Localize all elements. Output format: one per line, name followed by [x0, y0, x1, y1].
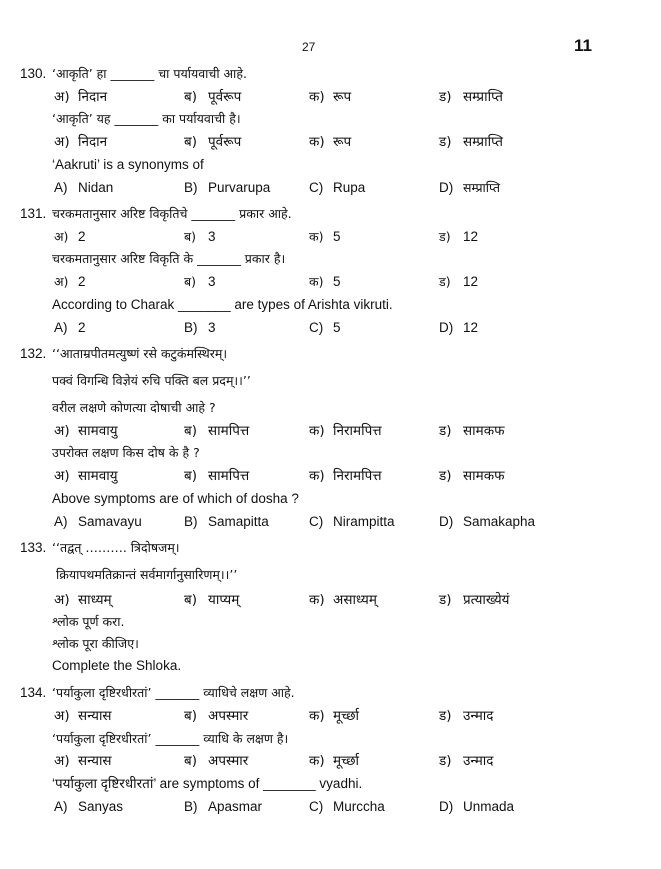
- options-marathi: [52, 423, 612, 439]
- options-english: [52, 180, 612, 196]
- option-c[interactable]: C) Murccha: [309, 799, 385, 814]
- options-marathi: [52, 708, 612, 724]
- option-d[interactable]: ड) उन्माद: [439, 708, 494, 724]
- question-text-marathi: ‘आकृति’ हा _______ चा पर्यायवाची आहे.: [52, 66, 247, 81]
- question-text-english: Above symptoms are of which of dosha ?: [52, 491, 299, 506]
- option-b[interactable]: ब) सामपित्त: [184, 423, 250, 439]
- question-number: 133.: [20, 540, 47, 555]
- question-number: 132.: [20, 346, 47, 361]
- option-b[interactable]: ब) 3: [184, 229, 216, 244]
- question-number: 130.: [20, 66, 47, 81]
- question-text-marathi: चरकमतानुसार अरिष्ट विकृतिचे _______ प्रकार आहे.: [52, 206, 292, 221]
- options-hindi: [52, 274, 612, 290]
- question-text-marathi: ‘पर्याकुला दृष्टिरधीरतां’ _______ व्याधिचे लक्षण आहे.: [52, 685, 295, 700]
- option-d[interactable]: ड) सामकफ: [439, 423, 505, 439]
- option-d[interactable]: ड) उन्माद: [439, 753, 494, 769]
- question-text-hindi: उपरोक्त लक्षण किस दोष के है ?: [52, 445, 200, 460]
- option-d[interactable]: D) 12: [439, 320, 479, 335]
- option-d[interactable]: ड) सम्प्राप्ति: [439, 89, 503, 105]
- option-d[interactable]: ड) 12: [439, 274, 479, 289]
- question-text-hindi: चरकमतानुसार अरिष्ट विकृति के _______ प्रकार है।: [52, 251, 286, 266]
- question-text-hindi: श्लोक पूरा कीजिए।: [52, 636, 139, 651]
- option-c[interactable]: क) मूर्च्छा: [309, 708, 360, 724]
- option-a[interactable]: अ) 2: [54, 229, 86, 244]
- option-c[interactable]: C) 5: [309, 320, 341, 335]
- option-a[interactable]: अ) सन्यास: [54, 708, 112, 724]
- option-b[interactable]: ब) सामपित्त: [184, 468, 250, 484]
- options-hindi: [52, 753, 612, 769]
- sheet-number: 11: [574, 36, 592, 55]
- option-d[interactable]: D) सम्प्राप्ति: [439, 180, 501, 195]
- question-text-marathi: श्लोक पूर्ण करा.: [52, 614, 125, 629]
- question-text-english: ‘Aakruti’ is a synonyms of: [52, 157, 204, 172]
- options-hindi: [52, 134, 612, 150]
- option-c[interactable]: क) निरामपित्त: [309, 423, 382, 439]
- option-b[interactable]: ब) पूर्वरूप: [184, 89, 242, 105]
- page-number: 27: [302, 40, 316, 54]
- options: [52, 592, 612, 608]
- option-b[interactable]: B) Apasmar: [184, 799, 263, 814]
- option-d[interactable]: ड) 12: [439, 229, 479, 244]
- option-b[interactable]: ब) अपस्मार: [184, 708, 249, 724]
- option-c[interactable]: क) असाध्यम्: [309, 592, 377, 608]
- option-a[interactable]: अ) निदान: [54, 134, 108, 150]
- options-english: [52, 514, 612, 530]
- option-c[interactable]: क) 5: [309, 229, 341, 244]
- option-b[interactable]: ब) पूर्वरूप: [184, 134, 242, 150]
- option-a[interactable]: A) Nidan: [54, 180, 114, 195]
- option-b[interactable]: ब) याप्यम्: [184, 592, 240, 608]
- option-b[interactable]: B) 3: [184, 320, 216, 335]
- option-a[interactable]: अ) 2: [54, 274, 86, 289]
- option-c[interactable]: क) रूप: [309, 134, 352, 150]
- option-b[interactable]: B) Purvarupa: [184, 180, 271, 195]
- options-hindi: [52, 468, 612, 484]
- question-text-hindi: ‘पर्याकुला दृष्टिरधीरतां’ _______ व्याधि के लक्षण है।: [52, 731, 289, 746]
- option-d[interactable]: D) Unmada: [439, 799, 515, 814]
- question-text-hindi: ‘आकृति’ यह _______ का पर्यायवाची है।: [52, 111, 241, 126]
- option-a[interactable]: अ) साध्यम्: [54, 592, 112, 608]
- shloka-line-2: क्रियापथमतिक्रान्तं सर्वमार्गानुसारिणम्।।’’: [56, 567, 238, 582]
- option-c[interactable]: क) 5: [309, 274, 341, 289]
- shloka-line-1: ‘‘आताम्रपीतमत्युष्णं रसे कटुकंमस्थिरम्।: [52, 346, 228, 361]
- option-d[interactable]: ड) सामकफ: [439, 468, 505, 484]
- shloka-line-1: ‘‘तद्वत् ………. त्रिदोषजम्।: [52, 540, 180, 555]
- shloka-line-2: पक्वं विगन्धि विज्ञेयं रुचि पक्ति बल प्रदम्।।’’: [52, 373, 251, 388]
- option-c[interactable]: क) मूर्च्छा: [309, 753, 360, 769]
- options-english: [52, 320, 612, 336]
- option-d[interactable]: ड) प्रत्याख्येयं: [439, 592, 510, 608]
- option-a[interactable]: अ) सन्यास: [54, 753, 112, 769]
- option-c[interactable]: C) Rupa: [309, 180, 366, 195]
- option-a[interactable]: A) Samavayu: [54, 514, 142, 529]
- options-marathi: [52, 89, 612, 105]
- question-text-marathi: वरील लक्षणे कोणत्या दोषाची आहे ?: [52, 400, 216, 415]
- question-number: 134.: [20, 685, 47, 700]
- option-b[interactable]: B) Samapitta: [184, 514, 269, 529]
- option-a[interactable]: A) Sanyas: [54, 799, 124, 814]
- option-c[interactable]: क) रूप: [309, 89, 352, 105]
- question-number: 131.: [20, 206, 47, 221]
- option-c[interactable]: C) Nirampitta: [309, 514, 395, 529]
- option-d[interactable]: D) Samakapha: [439, 514, 536, 529]
- option-a[interactable]: अ) सामवायु: [54, 468, 118, 484]
- question-text-english: According to Charak _______ are types of Arishta vikruti.: [52, 297, 393, 312]
- option-b[interactable]: ब) अपस्मार: [184, 753, 249, 769]
- option-a[interactable]: अ) निदान: [54, 89, 108, 105]
- options-marathi: [52, 229, 612, 245]
- option-a[interactable]: अ) सामवायु: [54, 423, 118, 439]
- question-text-english: ‘पर्याकुला दृष्टिरधीरतां’ are symptoms of _______ vyadhi.: [52, 776, 363, 791]
- option-d[interactable]: ड) सम्प्राप्ति: [439, 134, 503, 150]
- option-c[interactable]: क) निरामपित्त: [309, 468, 382, 484]
- option-a[interactable]: A) 2: [54, 320, 86, 335]
- question-text-english: Complete the Shloka.: [52, 658, 182, 673]
- option-b[interactable]: ब) 3: [184, 274, 216, 289]
- options-english: [52, 799, 612, 815]
